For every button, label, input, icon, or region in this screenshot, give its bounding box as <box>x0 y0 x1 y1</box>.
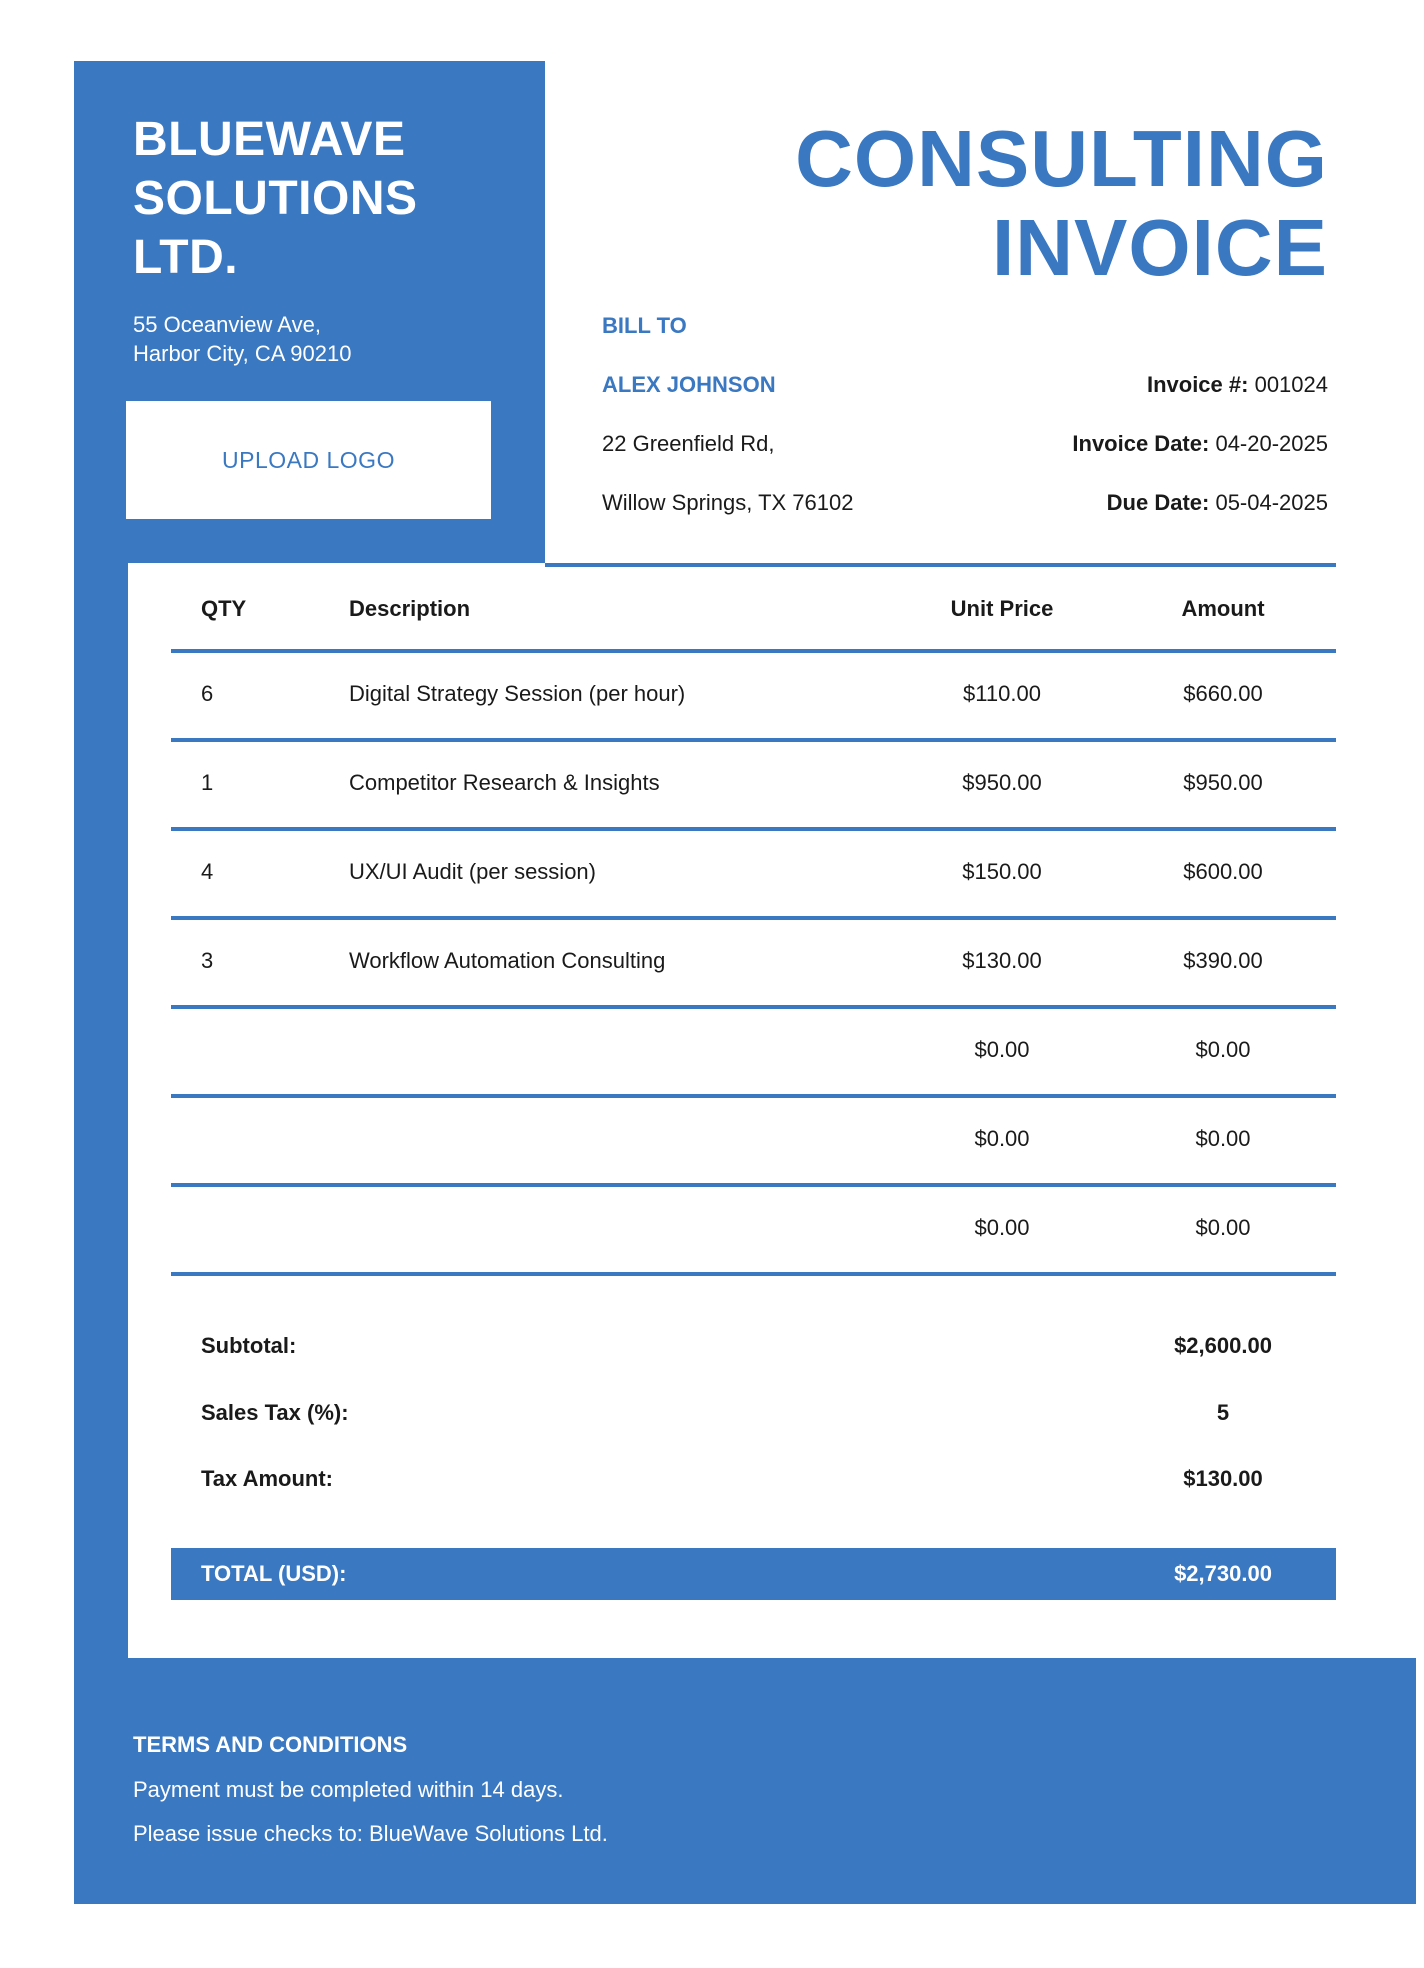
row-amount: $950.00 <box>1183 770 1263 795</box>
table-row <box>0 1126 1424 1156</box>
subtotal-value: $2,600.00 <box>1174 1333 1272 1358</box>
row-unit-price: $0.00 <box>974 1126 1030 1151</box>
row-unit-price: $0.00 <box>974 1037 1030 1062</box>
row-amount: $0.00 <box>1195 1215 1251 1240</box>
company-address-line: Harbor City, CA 90210 <box>133 341 352 366</box>
row-amount: $390.00 <box>1183 948 1263 973</box>
company-address-line: 55 Oceanview Ave, <box>133 312 321 337</box>
invoice-title <box>795 114 1328 292</box>
terms-title: TERMS AND CONDITIONS <box>133 1732 408 1757</box>
terms-line: Please issue checks to: BlueWave Solutions Ltd. <box>133 1821 608 1846</box>
column-header-qty: QTY <box>201 596 247 621</box>
due-date-value: 05-04-2025 <box>1215 490 1328 515</box>
column-header-description: Description <box>349 596 471 621</box>
table-bottom-rule <box>171 1272 1336 1276</box>
row-unit-price: $0.00 <box>974 1215 1030 1240</box>
row-description: Workflow Automation Consulting <box>349 948 666 973</box>
row-description: Digital Strategy Session (per hour) <box>349 681 686 706</box>
total-value: $2,730.00 <box>1174 1561 1272 1586</box>
invoice-date-value: 04-20-2025 <box>1215 431 1328 456</box>
row-unit-price: $950.00 <box>962 770 1042 795</box>
table-top-rule <box>545 563 1336 567</box>
row-amount: $0.00 <box>1195 1037 1251 1062</box>
client-address-line: 22 Greenfield Rd, <box>602 431 775 456</box>
row-description: Competitor Research & Insights <box>349 770 660 795</box>
table-row <box>0 681 1424 711</box>
total-label: TOTAL (USD): <box>201 1561 347 1586</box>
table-rule <box>171 649 1336 653</box>
bill-to-label: BILL TO <box>602 313 687 338</box>
company-address <box>133 310 351 368</box>
invoice-number-value: 001024 <box>1254 372 1328 397</box>
invoice-title-line: CONSULTING <box>795 114 1328 203</box>
company-name <box>133 110 533 287</box>
due-date-label: Due Date: <box>1106 490 1210 515</box>
column-header-amount: Amount <box>1181 596 1265 621</box>
table-rule <box>171 1183 1336 1187</box>
company-name-line: BLUEWAVE <box>133 113 406 166</box>
table-rule <box>171 1094 1336 1098</box>
table-rule <box>171 738 1336 742</box>
table-rule <box>171 827 1336 831</box>
row-amount: $0.00 <box>1195 1126 1251 1151</box>
row-unit-price: $110.00 <box>963 681 1041 706</box>
row-qty: 4 <box>201 859 214 884</box>
invoice-number-label: Invoice #: <box>1146 372 1249 397</box>
company-name-line: LTD. <box>133 231 239 284</box>
invoice-title-line: INVOICE <box>992 203 1328 292</box>
row-qty: 3 <box>201 948 214 973</box>
row-qty: 6 <box>201 681 214 706</box>
table-row <box>0 859 1424 889</box>
tax-amount-value: $130.00 <box>1183 1466 1263 1491</box>
row-unit-price: $150.00 <box>962 859 1042 884</box>
column-header-unit-price: Unit Price <box>950 596 1054 621</box>
sales-tax-label: Sales Tax (%): <box>201 1400 349 1425</box>
due-date <box>1107 490 1328 516</box>
subtotal-label: Subtotal: <box>201 1333 297 1358</box>
table-row <box>0 1215 1424 1245</box>
table-row <box>0 770 1424 800</box>
table-rule <box>171 916 1336 920</box>
row-qty: 1 <box>201 770 214 795</box>
upload-logo-button[interactable]: UPLOAD LOGO <box>126 401 491 519</box>
row-description: UX/UI Audit (per session) <box>349 859 596 884</box>
sales-tax-value: 5 <box>1216 1400 1230 1425</box>
row-amount: $660.00 <box>1183 681 1263 706</box>
table-row <box>0 948 1424 978</box>
row-amount: $600.00 <box>1183 859 1263 884</box>
tax-amount-label: Tax Amount: <box>201 1466 333 1491</box>
table-rule <box>171 1005 1336 1009</box>
invoice-date <box>1072 431 1328 457</box>
invoice-date-label: Invoice Date: <box>1072 431 1210 456</box>
client-name: ALEX JOHNSON <box>602 372 776 397</box>
table-row <box>0 1037 1424 1067</box>
company-name-line: SOLUTIONS <box>133 172 418 225</box>
terms-line: Payment must be completed within 14 days. <box>133 1777 564 1802</box>
client-address-line: Willow Springs, TX 76102 <box>602 490 854 515</box>
invoice-number <box>1147 372 1328 398</box>
row-unit-price: $130.00 <box>962 948 1042 973</box>
